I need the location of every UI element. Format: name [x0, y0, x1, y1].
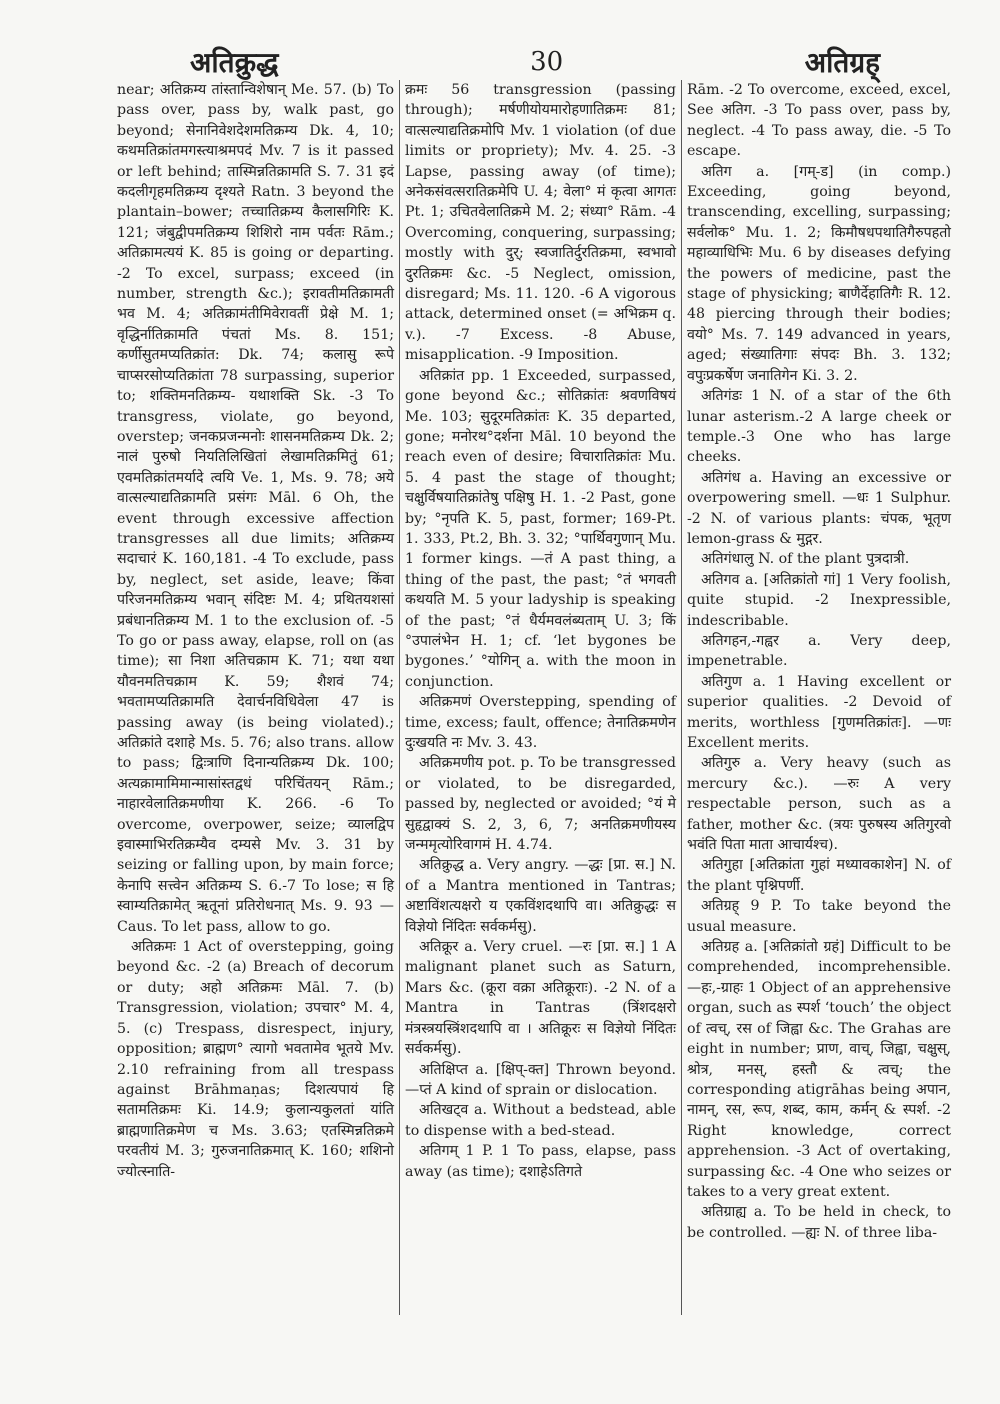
entry-continuation: Rām. -2 To overcome, exceed, excel, See अतिग. -3 To pass over, pass by, neglect. -4 To pass away, die. -5 To escape.	[687, 82, 951, 160]
entry-atigandha: अतिगंध a. Having an excessive or overpowering smell. —धः 1 Sulphur. -2 N. of various plants: चंपक, भूतृण lemon-grass & मुद्गर.	[687, 469, 951, 547]
column-3	[682, 80, 956, 1315]
entry-continuation: क्रमः 56 transgression (passing through); मर्षणीयोयमारोहणातिक्रमः 81; वात्सल्याद्यतिक्रमोपि Mv. 1 violation (of due limits or propriety); Mv. 4. 25. -3 Lapse, passing away (of time); अनेकसंवत्सरातिक्रमेपि U. 4; वेला° मं कृत्वा आगतः Pt. 1; उचितवेलातिक्रमे M. 2; संध्या° Rām. -4 Overcoming, conquering, surpassing; mostly with दुर्; स्वजातिर्दुरतिक्रमा, स्वभावो दुरतिक्रमः &c. -5 Neglect, omission, disregard; Ms. 11. 120. -6 A vigorous attack, determined onset (= अभिक्रम q. v.). -7 Excess. -8 Abuse, misapplication. -9 Imposition.	[405, 82, 676, 364]
header-last-headword: अतिग्रह्	[804, 46, 880, 79]
entry-atigraha: अतिग्रह a. [अतिक्रांतो ग्रहं] Difficult to be comprehended, incomprehensible. —हः,-ग्राहः 1 Object of an apprehensive organ, such as स्पर्श ‘touch’ the object of त्वच्, रस of जिह्वा &c. The Grahas are eight in number; प्राण, वाच्, जिह्वा, चक्षुस्, श्रोत्र, मनस्, हस्तौ & त्वच्; the corresponding atigrāhas being अपान, नामन्, रस, रूप, शब्द, काम, कर्मन् & स्पर्श. -2 Right knowledge, correct apprehension. -3 Act of overtaking, surpassing &c. -4 One who seizes or takes to a very great extent.	[687, 939, 951, 1200]
entry-atikranta: अतिक्रांत pp. 1 Exceeded, surpassed, gone beyond &c.; सोतिक्रांतः श्रवणविषयं Me. 103; सुदूरमतिक्रांतः K. 35 departed, gone; मनोरथ°दर्शना Māl. 10 beyond the reach even of desire; विचारातिक्रांतः Mu. 5. 4 past the stage of thought; चक्षुर्विषयातिक्रांतेषु पक्षिषु H. 1. -2 Past, gone by; °नृपति K. 5, past, former; 169-Pt. 1. 333, Pt.2, Bh. 3. 32; °पार्थिवगुणान् Mu. 1 former kings. —तं A past thing, a thing of the past, the past; °तं भगवती कथयति M. 5 your ladyship is speaking of the past; °तं धैर्यमवलंब्यताम् U. 3; किं °उपालंभेन H. 1; cf. ‘let bygones be bygones.’ °योगिन् a. with the moon in conjunction.	[405, 367, 676, 690]
entry-atigrahya: अतिग्राह्य a. To be held in check, to be controlled. —ह्यः N. of three liba-	[687, 1204, 951, 1241]
entry-atiguna: अतिगुण a. 1 Having excellent or superior qualities. -2 Devoid of merits, worthless [गुणमतिक्रांतः]. —णः Excellent merits.	[687, 673, 951, 751]
entry-atikruddha: अतिक्रुद्ध a. Very angry. —द्धः [प्रा. स.] N. of a Mantra mentioned in Tantras; अष्टाविंशत्यक्षरो य एकविंशदथापि वा। अतिक्रुद्धः स विज्ञेयो निंदितः सर्वकर्मसु).	[405, 857, 676, 935]
entry-atikramanam: अतिक्रमणं Overstepping, spending of time, excess; fault, offence; तेनातिक्रमणेन दुःखयति नः Mv. 3. 43.	[405, 694, 676, 751]
entry-continuation: near; अतिक्रम्य तांस्तान्विशेषान् Me. 57. (b) To pass over, pass by, walk past, go beyond; सेनानिवेशदेशमतिक्रम्य Dk. 4, 10; कथमतिक्रांतमगस्त्याश्रमपदं Mv. 7 is it passed or left behind; तास्मिन्नतिक्रामति S. 7. 31 इदं कदलीगृहमतिक्रम्य दृश्यते Ratn. 3 beyond the plantain–bower; तच्चातिक्रम्य कैलासगिरिः K. 121; जंबुद्वीपमतिक्रम्य शिशिरो नाम पर्वतः Rām.; अतिक्रामत्ययं K. 85 is going or departing. -2 To excel, surpass; exceed (in number, strength &c.); इरावतीमतिक्रामती भव M. 4; अतिक्रामंतीमिवेरावतीं प्रेक्षे M. 1; वृद्धिर्नातिक्रामति पंचतां Ms. 8. 151; कर्णीसुतमप्यतिक्रांत: Dk. 74; कलासु रूपे चाप्सरसोप्यतिक्रांता 78 surpassing, superior to; शक्तिमनतिक्रम्य- यथाशक्ति Sk. -3 To transgress, violate, go beyond, overstep; जनकप्रजन्मनोः शासनमतिक्रम्य Dk. 2; नालं पुरुषो नियतिलिखितां लेखामतिक्रमितुं 61; एवमतिक्रांतमर्यादे त्वयि Ve. 1, Ms. 9. 78; अये वात्सल्याद्यतिक्रामति प्रसंगः Māl. 6 Oh, the event through excessive affection transgresses all due limits; अतिक्रम्य सदाचारं K. 160,181. -4 To exclude, pass by, neglect, set aside, leave; किंवा परिजनमतिक्रम्य भवान् संदिष्टः M. 4; प्रथितयशसां प्रबंधानतिक्रम्य M. 1 to the exclusion of. -5 To go or pass away, elapse, roll on (as time); सा निशा अतिचक्राम K. 71; यथा यथा यौवनमतिचक्राम K. 59; शैशवं 74; भवतामप्यतिक्रामति देवार्चनविधिवेला 47 is passing away (is being violated).; अतिक्रांते दशाहे Ms. 5. 76; also trans. allow to pass; द्विःत्राणि दिनान्यतिक्रम्य Dk. 100; अत्यक्रामामिमान्मासांस्तद्वधं परिचिंतयन् Rām.; नाहारवेलातिक्रमणीया K. 266. -6 To overcome, overpower, seize; व्यालद्विप इवास्माभिरतिक्रम्यैव दम्यसे Mv. 3. 31 by seizing or falling upon, by main force; केनापि सत्त्वेन अतिक्रम्य S. 6.-7 To lose; स हि स्वाम्यतिक्रामेत् ऋतूनां प्रतिरोधनात् Ms. 9. 93 —Caus. To let pass, allow to go.	[117, 82, 394, 935]
header-first-headword: अतिक्रुद्ध	[190, 46, 279, 79]
column-2	[400, 80, 682, 1315]
entry-atikrura: अतिक्रूर a. Very cruel. —रः [प्रा. स.] 1 A malignant planet such as Saturn, Mars &c. (क्रूरा वक्रा अतिक्रूराः). -2 N. of a Mantra in Tantras (त्रिंशदक्षरो मंत्रस्त्रयस्त्रिंशदथापि वा । अतिक्रूरः स विज्ञेयो निंदितः सर्वकर्मसु).	[405, 939, 676, 1058]
entry-atikhatva: अतिखट्व a. Without a bedstead, able to dispense with a bed-stead.	[405, 1102, 676, 1139]
entry-atigrah-verb: अतिग्रह् 9 P. To take beyond the usual measure.	[687, 898, 951, 935]
entry-atigam: अतिगम् 1 P. 1 To pass, elapse, pass away (as time); दशाहेऽतिगते	[405, 1143, 676, 1180]
entry-atikramaniya: अतिक्रमणीय pot. p. To be transgressed or violated, to be disregarded, passed by, neglected or avoided; °यं मे सुहृद्वाक्यं S. 2, 3, 6, 7; अनतिक्रमणीयस्य जन्ममृत्योरिवागमं H. 4.74.	[405, 755, 676, 854]
page-number: 30	[530, 47, 564, 77]
entry-atigahana: अतिगहन,-गह्वर a. Very deep, impenetrable.	[687, 632, 951, 670]
text-columns	[112, 80, 956, 1315]
column-1	[112, 80, 400, 1315]
entry-atigandah: अतिगंडः 1 N. of a star of the 6th lunar asterism.-2 A large cheek or temple.-3 One who has large cheeks.	[687, 388, 951, 466]
running-header	[190, 42, 880, 82]
entry-atigava: अतिगव a. [अतिक्रांतो गां] 1 Very foolish, quite stupid. -2 Inexpressible, indescribable.	[687, 571, 951, 629]
entry-atikramah: अतिक्रमः 1 Act of overstepping, going beyond &c. -2 (a) Breach of decorum or duty; अहो अतिक्रमः Māl. 7. (b) Transgression, violation; उपचार° M. 4, 5. (c) Trespass, disrespect, injury, opposition; ब्राह्मण° त्यागो भवतामेव भूतये Mv. 2.10 refraining from all trespass against Brāhmaṇas; दिशत्यपायं हि सतामतिक्रमः Ki. 14.9; कुलान्यकुलतां यांति ब्राह्मणातिक्रमेण च Ms. 3.63; एतस्मिन्नतिक्रमे परवतीयं M. 3; गुरुजनातिक्रमात् K. 160; शशिनो ज्योत्स्नाति-	[117, 939, 394, 1180]
entry-atiguru: अतिगुरु a. Very heavy (such as mercury &c.). —रुः A very respectable person, such as a father, mother &c. (त्रयः पुरुषस्य अतिगुरवो भवंति पिता माता आचार्यश्च).	[687, 755, 951, 854]
entry-atikshipta: अतिक्षिप्त a. [क्षिप्-क्त] Thrown beyond. —प्तं A kind of sprain or dislocation.	[405, 1061, 676, 1098]
entry-atigandhalu: अतिगंधालु N. of the plant पुत्रदात्री.	[701, 551, 910, 568]
entry-atiga: अतिग a. [गम्-ड] (in comp.) Exceeding, going beyond, transcending, excelling, surpassing; सर्वलोक° Mu. 1. 2; किमौषधपथातिगैरुपहतो महाव्याधिभिः Mu. 6 by diseases defying the powers of medicine, past the stage of physicking; बाणैर्देहातिगैः R. 12. 48 piercing through their bodies; वयो° Ms. 7. 149 advanced in years, aged; संख्यातिगाः संपदः Bh. 3. 132; वपुःप्रकर्षेण जनातिगेन Ki. 3. 2.	[687, 163, 951, 384]
entry-atiguha: अतिगुहा [अतिक्रांता गुहां मध्यावकाशेन] N. of the plant पृश्निपर्णी.	[687, 857, 951, 894]
